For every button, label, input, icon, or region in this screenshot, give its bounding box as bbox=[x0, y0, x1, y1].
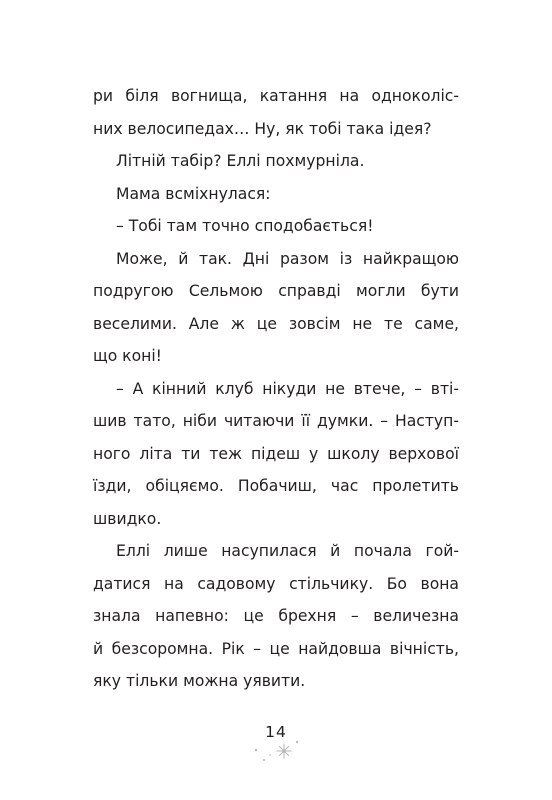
text-line: – Тобі там точно сподобається! bbox=[116, 217, 374, 235]
text-line: Еллі лише насупилася й почала гой- bbox=[116, 542, 459, 560]
page-body bbox=[93, 80, 459, 698]
text-line: яку тільки можна уявити. bbox=[93, 672, 306, 690]
text-line: датися на садовому стільчику. Бо вона bbox=[93, 574, 459, 593]
text-line: подругою Сельмою справді могли бути bbox=[93, 282, 459, 300]
text-line: них велосипедах… Ну, як тобі така ідея? bbox=[93, 119, 432, 138]
text-line: – А кінний клуб нікуди не втече, – вті- bbox=[116, 379, 459, 398]
text-line: Літній табір? Еллі похмурніла. bbox=[116, 152, 365, 170]
text-line: швидко. bbox=[93, 509, 162, 528]
text-line: знала напевно: це брехня – величезна bbox=[93, 607, 459, 625]
text-line: їзди, обіцяємо. Побачиш, час пролетить bbox=[93, 477, 459, 495]
text-line: що коні! bbox=[93, 347, 162, 365]
text-line: ри біля вогнища, катання на одноколіс- bbox=[93, 87, 459, 105]
text-line: ного літа ти теж підеш у школу верхової bbox=[93, 444, 459, 463]
sparkle-stars-icon bbox=[250, 736, 310, 766]
text-line: веселими. Але ж це зовсім не те саме, bbox=[93, 314, 459, 333]
text-line: й безсоромна. Рік – це найдовша вічність, bbox=[93, 639, 459, 658]
text-line: Мама всміхнулася: bbox=[116, 184, 271, 203]
page-number: 14 bbox=[265, 723, 287, 741]
text-line: Може, й так. Дні разом із найкращою bbox=[116, 249, 459, 268]
text-line: шив тато, ніби читаючи її думки. – Наступ- bbox=[93, 412, 459, 430]
